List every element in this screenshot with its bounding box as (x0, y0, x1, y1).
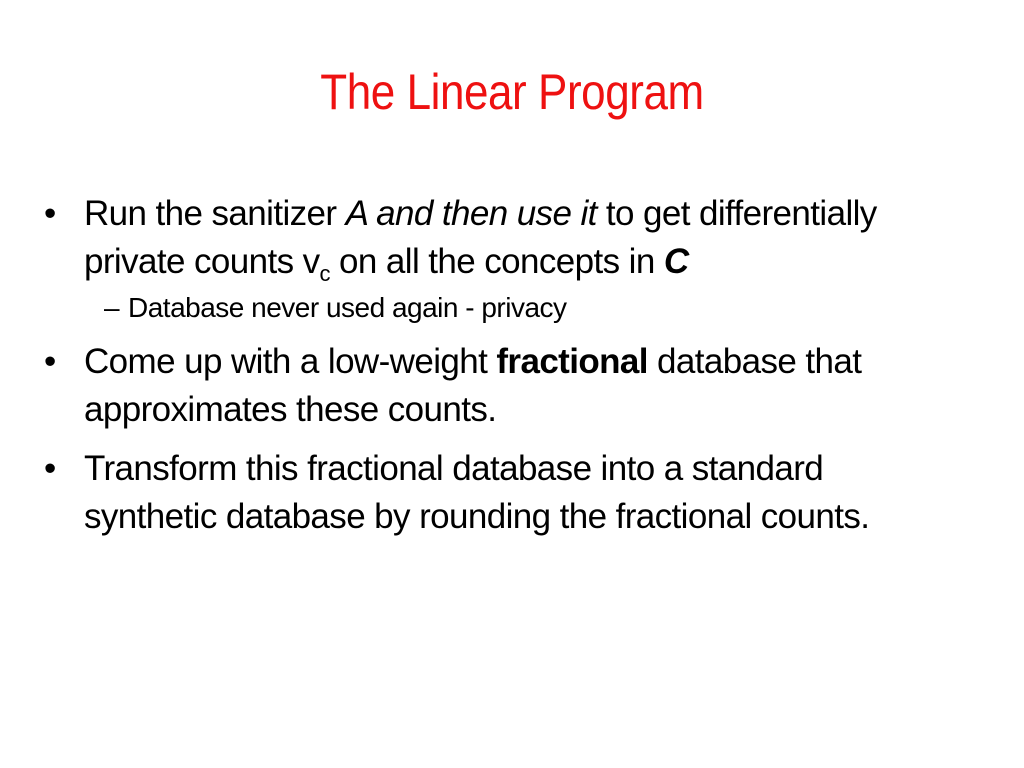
sub-bullet-text-1: Database never used again - privacy (128, 292, 567, 323)
sub-bullet-item-1 (0, 288, 1024, 328)
dash-icon: – (104, 292, 120, 323)
variable-v: v (302, 242, 320, 281)
bullet-1-text-part3: to get differentially private counts (84, 194, 877, 281)
bullet-item-3 (0, 445, 1024, 541)
variable-C: C (663, 242, 689, 281)
slide-body (0, 190, 1024, 541)
variable-subscript-c: c (319, 261, 330, 286)
bullet-2-bold-text: fractional (496, 342, 648, 381)
bullet-item-2 (0, 338, 1024, 434)
bullet-1-text-part4: on all the concepts in (329, 242, 664, 281)
bullet-1-italic-text: A and then use it (345, 194, 597, 233)
bullet-2-text-part3: database that approximates these counts. (84, 342, 862, 429)
bullet-1-text-part1: Run the sanitizer (84, 194, 346, 233)
bullet-text-3: Transform this fractional database into a standard synthetic database by rounding the fractional counts. (84, 449, 870, 536)
bullet-text-1 (84, 190, 964, 286)
bullet-icon: • (44, 449, 56, 488)
bullet-icon: • (44, 342, 56, 381)
bullet-item-1 (0, 190, 1024, 286)
slide-title: The Linear Program (320, 64, 704, 120)
bullet-2-text-part1: Come up with a low-weight (84, 342, 497, 381)
bullet-text-2 (84, 338, 964, 434)
bullet-icon: • (44, 194, 56, 233)
